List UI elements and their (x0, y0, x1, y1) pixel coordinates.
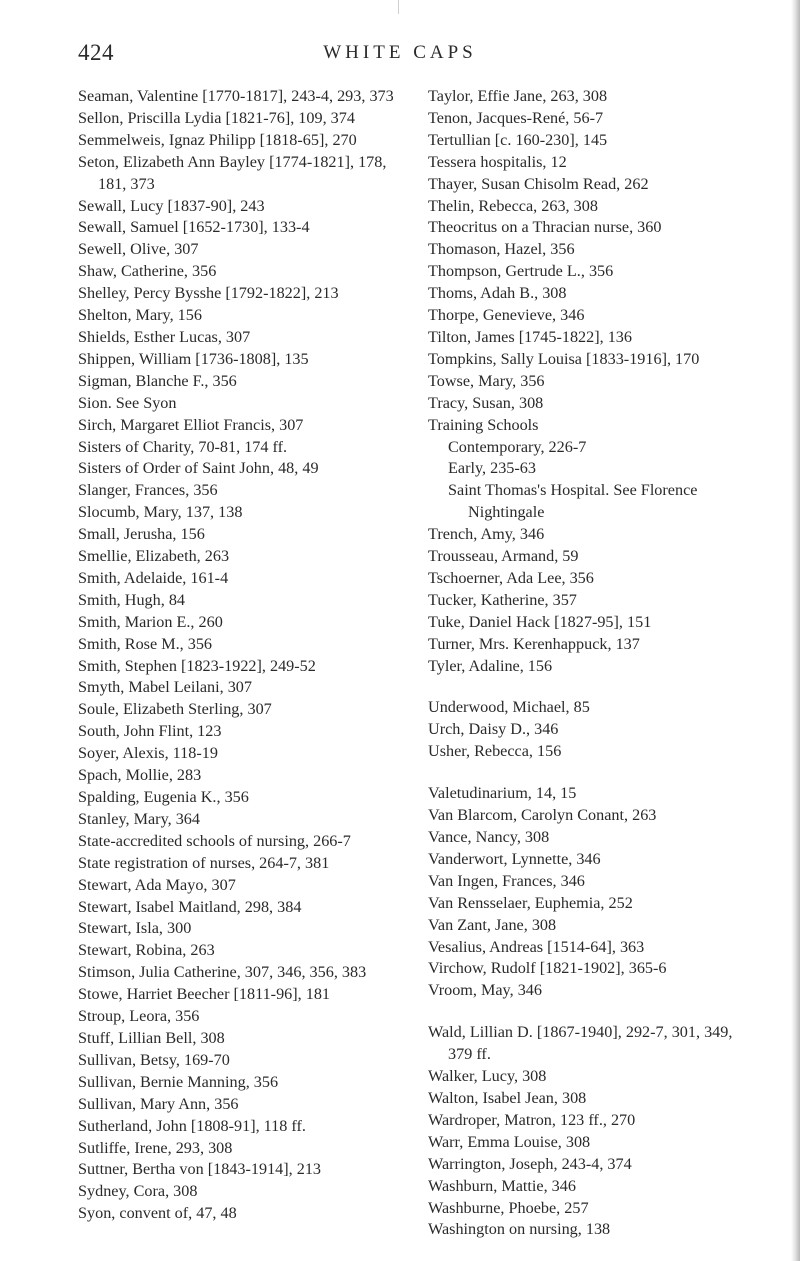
index-entry: Urch, Daisy D., 346 (428, 720, 559, 739)
running-head: WHITE CAPS (323, 42, 477, 63)
index-entry: Soule, Elizabeth Sterling, 307 (78, 700, 272, 719)
index-entry: Turner, Mrs. Kerenhappuck, 137 (428, 634, 640, 653)
index-entry: Vesalius, Andreas [1514-64], 363 (428, 937, 645, 956)
index-entry: Stroup, Leora, 356 (78, 1007, 200, 1026)
index-entry: State-accredited schools of nursing, 266-7 (78, 831, 351, 850)
index-entry: Underwood, Michael, 85 (428, 698, 590, 717)
index-entry: Thorpe, Genevieve, 346 (428, 306, 585, 325)
index-entry: Taylor, Effie Jane, 263, 308 (428, 87, 608, 105)
index-entry: Sigman, Blanche F., 356 (78, 371, 237, 390)
index-entry: Sewall, Lucy [1837-90], 243 (78, 196, 265, 215)
index-entry: Sullivan, Betsy, 169-70 (78, 1050, 230, 1069)
index-entry: State registration of nurses, 264-7, 381 (78, 853, 330, 872)
index-entry: South, John Flint, 123 (78, 722, 222, 741)
index-entry: Walker, Lucy, 308 (428, 1067, 547, 1086)
index-entry: Stewart, Isla, 300 (78, 919, 192, 938)
index-entry: Stowe, Harriet Beecher [1811-96], 181 (78, 985, 331, 1004)
index-entry: Tenon, Jacques-René, 56-7 (428, 108, 604, 127)
index-entry: Small, Jerusha, 156 (78, 525, 205, 544)
index-entry: Shaw, Catherine, 356 (78, 262, 217, 281)
index-entry: Vroom, May, 346 (428, 981, 542, 1000)
index-column-right (428, 86, 754, 1241)
index-entry: Tucker, Katherine, 357 (428, 590, 577, 609)
index-entry: Sisters of Charity, 70-81, 174 ff. (78, 437, 288, 456)
index-subentry: Early, 235-63 (448, 459, 536, 478)
index-entry: Warrington, Joseph, 243-4, 374 (428, 1154, 632, 1173)
index-entry: Sullivan, Mary Ann, 356 (78, 1094, 239, 1113)
index-entry: Tilton, James [1745-1822], 136 (428, 327, 632, 346)
index-entry: Van Ingen, Frances, 346 (428, 871, 585, 890)
index-entry: Smellie, Elizabeth, 263 (78, 547, 230, 566)
index-entry: Smith, Stephen [1823-1922], 249-52 (78, 656, 316, 675)
index-entry: Shippen, William [1736-1808], 135 (78, 349, 309, 368)
index-entry: Tuke, Daniel Hack [1827-95], 151 (428, 612, 652, 631)
index-entry: Smyth, Mabel Leilani, 307 (78, 678, 252, 697)
index-entry: Sewell, Olive, 307 (78, 240, 199, 259)
index-entry: Tertullian [c. 160-230], 145 (428, 130, 608, 149)
index-entry: Slanger, Frances, 356 (78, 481, 218, 500)
index-entry: Thompson, Gertrude L., 356 (428, 262, 614, 281)
index-entry: Spalding, Eugenia K., 356 (78, 788, 249, 806)
index-entry: Valetudinarium, 14, 15 (428, 784, 577, 803)
index-entry: Sutliffe, Irene, 293, 308 (78, 1138, 233, 1157)
index-entry: Theocritus on a Thracian nurse, 360 (428, 218, 662, 237)
index-entry: Vance, Nancy, 308 (428, 828, 550, 846)
index-entry: Stewart, Ada Mayo, 307 (78, 875, 236, 894)
index-entry: Tompkins, Sally Louisa [1833-1916], 170 (428, 349, 700, 368)
index-entry: Suttner, Bertha von [1843-1914], 213 (78, 1160, 322, 1179)
index-entry: Seton, Elizabeth Ann Bayley [1774-1821], 178, 181, 373 (78, 152, 387, 193)
index-entry: Sisters of Order of Saint John, 48, 49 (78, 459, 319, 478)
index-entry: Washburn, Mattie, 346 (428, 1176, 576, 1195)
index-entry: Wald, Lillian D. [1867-1940], 292-7, 301, 349, 379 ff. (428, 1023, 733, 1064)
index-entry: Sydney, Cora, 308 (78, 1182, 198, 1201)
index-entry: Thelin, Rebecca, 263, 308 (428, 196, 598, 215)
index-entry: Stanley, Mary, 364 (78, 809, 200, 828)
index-entry: Vanderwort, Lynnette, 346 (428, 849, 601, 868)
index-entry: Trousseau, Armand, 59 (428, 547, 579, 566)
index-entry: Tyler, Adaline, 156 (428, 656, 553, 675)
index-entry: Sewall, Samuel [1652-1730], 133-4 (78, 218, 310, 237)
index-entry: Shields, Esther Lucas, 307 (78, 327, 251, 346)
index-entry: Smith, Marion E., 260 (78, 612, 223, 631)
index-entry: Washburne, Phoebe, 257 (428, 1198, 589, 1217)
page-header (78, 40, 722, 74)
index-entry: Sion. See Syon (78, 393, 177, 412)
index-entry: Thomason, Hazel, 356 (428, 240, 575, 259)
index-entry: Training Schools (428, 415, 539, 434)
page-edge-shadow (791, 0, 800, 1261)
index-entry: Thayer, Susan Chisolm Read, 262 (428, 174, 649, 193)
index-subentry: Saint Thomas's Hospital. See Florence Nightingale (448, 481, 698, 522)
index-entry: Stuff, Lillian Bell, 308 (78, 1028, 225, 1047)
index-entry: Stewart, Isabel Maitland, 298, 384 (78, 897, 302, 916)
index-entry: Usher, Rebecca, 156 (428, 742, 562, 761)
index-entry: Towse, Mary, 356 (428, 371, 545, 390)
index-entry: Tschoerner, Ada Lee, 356 (428, 568, 594, 587)
index-entry: Tessera hospitalis, 12 (428, 152, 567, 171)
index-entry: Shelley, Percy Bysshe [1792-1822], 213 (78, 284, 339, 303)
index-entry: Smith, Hugh, 84 (78, 590, 186, 609)
index-entry: Smith, Rose M., 356 (78, 634, 213, 653)
index-entry: Sullivan, Bernie Manning, 356 (78, 1072, 279, 1091)
page-number: 424 (78, 40, 114, 65)
index-entry: Sellon, Priscilla Lydia [1821-76], 109, 374 (78, 108, 355, 127)
index-entry: Shelton, Mary, 156 (78, 306, 202, 325)
index-entry: Van Rensselaer, Euphemia, 252 (428, 893, 633, 912)
index-entry: Slocumb, Mary, 137, 138 (78, 503, 243, 522)
index-entry: Syon, convent of, 47, 48 (78, 1204, 237, 1223)
index-entry: Van Blarcom, Carolyn Conant, 263 (428, 806, 657, 825)
index-entry: Thoms, Adah B., 308 (428, 284, 567, 303)
index-entry: Spach, Mollie, 283 (78, 766, 202, 785)
index-entry: Soyer, Alexis, 118-19 (78, 744, 218, 763)
index-entry: Warr, Emma Louise, 308 (428, 1132, 591, 1151)
index-entry: Stimson, Julia Catherine, 307, 346, 356, 383 (78, 963, 367, 982)
index-entry: Walton, Isabel Jean, 308 (428, 1088, 587, 1107)
index-entry: Wardroper, Matron, 123 ff., 270 (428, 1110, 636, 1129)
index-entry: Tracy, Susan, 308 (428, 393, 544, 412)
scan-mark (398, 0, 399, 14)
index-entry: Seaman, Valentine [1770-1817], 243-4, 293, 373 (78, 87, 394, 105)
index-subentry: Contemporary, 226-7 (448, 437, 587, 456)
index-entry: Sutherland, John [1808-91], 118 ff. (78, 1116, 306, 1135)
index-entry: Sirch, Margaret Elliot Francis, 307 (78, 415, 304, 434)
index-column-left (78, 86, 416, 1225)
index-entry: Smith, Adelaide, 161-4 (78, 568, 229, 587)
index-entry: Van Zant, Jane, 308 (428, 915, 557, 934)
index-entry: Stewart, Robina, 263 (78, 941, 215, 960)
index-entry: Virchow, Rudolf [1821-1902], 365-6 (428, 959, 667, 978)
index-entry: Washington on nursing, 138 (428, 1220, 611, 1239)
index-entry: Semmelweis, Ignaz Philipp [1818-65], 270 (78, 130, 357, 149)
index-entry: Trench, Amy, 346 (428, 525, 545, 544)
